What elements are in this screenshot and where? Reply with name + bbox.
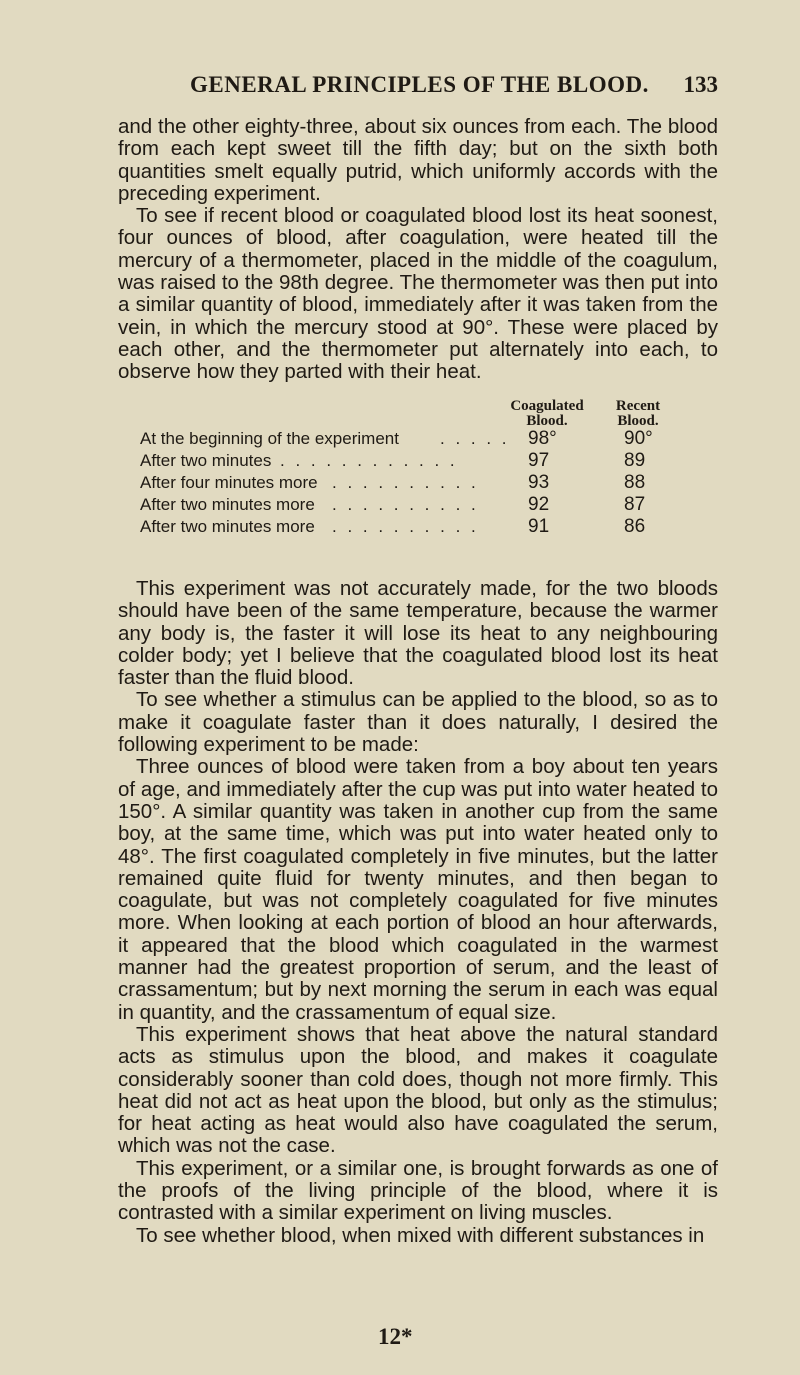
column-header-coagulated: Coagulated Blood. bbox=[510, 398, 584, 429]
body-text-bottom bbox=[118, 578, 718, 1247]
paragraph: This experiment shows that heat above the natural standard acts as stimulus upon the blood, and makes it coagulate considerably sooner than cold does, though not more firmly. This heat did not act as heat upon the blood, but only as the stimulus; for heat acting as heat would also have coagulated the serum, which was not the case. bbox=[118, 1022, 718, 1158]
recent-value: 90° bbox=[624, 428, 653, 449]
page-number: 133 bbox=[683, 72, 718, 97]
dot-leader: . . . . . . . . . . bbox=[332, 495, 479, 514]
coagulated-value: 91 bbox=[528, 516, 550, 537]
row-label: After four minutes more bbox=[140, 473, 318, 492]
row-label: After two minutes more bbox=[140, 517, 315, 536]
table-row bbox=[140, 451, 660, 471]
row-label: At the beginning of the experiment bbox=[140, 429, 399, 448]
dot-leader: . . . . . . . . . . . . bbox=[280, 451, 458, 470]
dot-leader: . . . . . bbox=[440, 429, 510, 448]
running-title: GENERAL PRINCIPLES OF THE BLOOD. bbox=[190, 72, 649, 97]
column-header-recent: Recent Blood. bbox=[615, 398, 661, 429]
recent-value: 89 bbox=[624, 450, 646, 471]
signature-mark: 12* bbox=[378, 1324, 413, 1349]
row-label: After two minutes bbox=[140, 451, 272, 470]
paragraph: This experiment, or a similar one, is brought forwards as one of the proofs of the living principle of the blood, where it is contrasted with a similar experiment on living muscles. bbox=[118, 1156, 718, 1225]
table-row bbox=[140, 429, 660, 449]
dot-leader: . . . . . . . . . . bbox=[332, 473, 479, 492]
paragraph: To see whether a stimulus can be applied to the blood, so as to make it coagulate faster than it does naturally, I desired the following experiment to be made: bbox=[118, 688, 718, 757]
table-row bbox=[140, 495, 660, 515]
recent-value: 87 bbox=[624, 494, 646, 515]
paragraph: To see whether blood, when mixed with different substances in bbox=[136, 1223, 705, 1247]
paragraph: Three ounces of blood were taken from a boy about ten years of age, and immediately after the cup was put into water heated to 150°. A similar quantity was taken in another cup from the same boy, at the same time, which was put into water heated only to 48°. The first coagulated completely in five minutes, but the latter remained quite fluid for twenty minutes, and then began to coagulate, but was not completely coagulated for five minutes more. When looking at each portion of blood an hour afterwards, it appeared that the blood which coagulated in the warmest manner had the greatest proportion of serum, and the least of crassamentum; but by next morning the serum in each was equal in quantity, and the crassamentum of equal size. bbox=[118, 755, 718, 1024]
paragraph: To see if recent blood or coagulated blood lost its heat soonest, four ounces of blood, after coagulation, were heated till the mercury of a thermometer, placed in the middle of the coagulum, was raised to the 98th degree. The thermometer was then put into a similar quantity of blood, immediately after it was taken from the vein, in which the mercury stood at 90°. These were placed by each other, and the thermometer put alternately into each, to observe how they parted with their heat. bbox=[118, 204, 718, 384]
recent-value: 88 bbox=[624, 472, 646, 493]
paragraph: and the other eighty-three, about six ounces from each. The blood from each kept sweet till the fifth day; but on the sixth both quantities smelt equally putrid, which uniformly accords with the preceding experiment. bbox=[118, 115, 718, 205]
coagulated-value: 93 bbox=[528, 472, 550, 493]
table-row bbox=[140, 517, 660, 537]
recent-value: 86 bbox=[624, 516, 646, 537]
body-text-top bbox=[118, 116, 718, 384]
coagulated-value: 97 bbox=[528, 450, 550, 471]
row-label: After two minutes more bbox=[140, 495, 315, 514]
coagulated-value: 92 bbox=[528, 494, 550, 515]
running-head bbox=[118, 72, 718, 102]
table-row bbox=[140, 473, 660, 493]
coagulated-value: 98° bbox=[528, 428, 557, 449]
temperature-table bbox=[140, 399, 660, 564]
paragraph: This experiment was not accurately made, for the two bloods should have been of the same temperature, because the warmer any body is, the faster it will lose its heat to any neighbouring colder body; yet I believe that the coagulated blood lost its heat faster than the fluid blood. bbox=[118, 577, 718, 690]
dot-leader: . . . . . . . . . . bbox=[332, 517, 479, 536]
